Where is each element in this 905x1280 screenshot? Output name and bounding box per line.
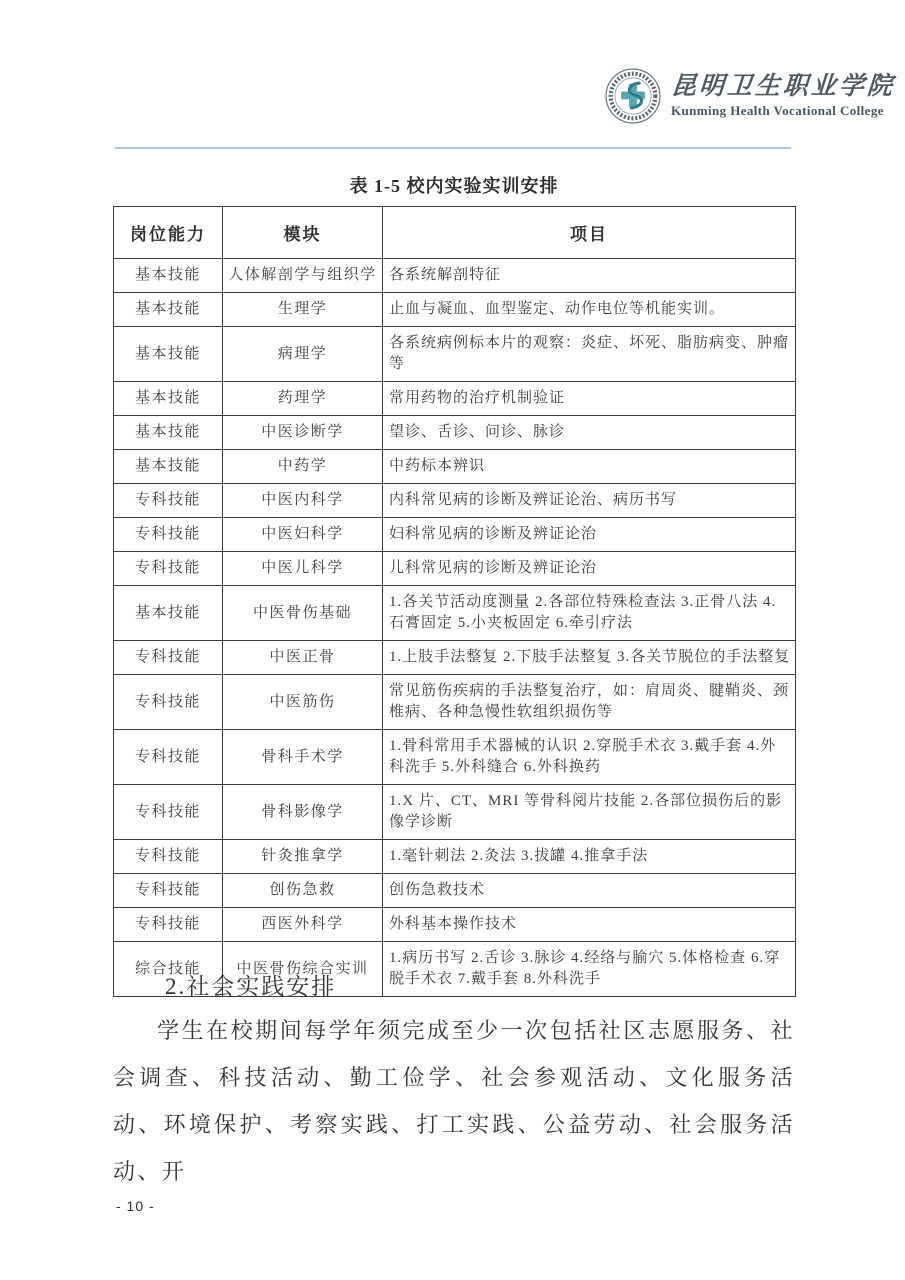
module-cell: 中医内科学 xyxy=(223,484,383,518)
ability-cell: 专科技能 xyxy=(114,675,223,730)
ability-cell: 专科技能 xyxy=(114,484,223,518)
project-cell: 止血与凝血、血型鉴定、动作电位等机能实训。 xyxy=(383,293,796,327)
project-cell: 1.毫针刺法 2.灸法 3.拔罐 4.推拿手法 xyxy=(383,840,796,874)
college-name-zh: 昆明卫生职业学院 xyxy=(670,73,896,100)
project-cell: 中药标本辨识 xyxy=(383,450,796,484)
table-row xyxy=(114,874,796,908)
project-cell: 1.骨科常用手术器械的认识 2.穿脱手术衣 3.戴手套 4.外科洗手 5.外科缝合 6.外科换药 xyxy=(383,730,796,785)
ability-cell: 基本技能 xyxy=(114,382,223,416)
module-cell: 骨科手术学 xyxy=(223,730,383,785)
column-header-module: 模块 xyxy=(223,207,383,259)
header-divider xyxy=(115,147,791,149)
ability-cell: 专科技能 xyxy=(114,730,223,785)
ability-cell: 专科技能 xyxy=(114,552,223,586)
project-cell: 1.病历书写 2.舌诊 3.脉诊 4.经络与腧穴 5.体格检查 6.穿脱手术衣 7.戴手套 8.外科洗手 xyxy=(383,942,796,997)
project-cell: 各系统病例标本片的观察：炎症、坏死、脂肪病变、肿瘤等 xyxy=(383,327,796,382)
project-cell: 常见筋伤疾病的手法整复治疗，如：肩周炎、腱鞘炎、颈椎病、各种急慢性软组织损伤等 xyxy=(383,675,796,730)
table-row xyxy=(114,259,796,293)
table-row xyxy=(114,586,796,641)
table-row xyxy=(114,484,796,518)
body-paragraph: 学生在校期间每学年须完成至少一次包括社区志愿服务、社会调查、科技活动、勤工俭学、社会参观活动、文化服务活动、环境保护、考察实践、打工实践、公益劳动、社会服务活动、开 xyxy=(113,1018,795,1184)
ability-cell: 专科技能 xyxy=(114,908,223,942)
module-cell: 药理学 xyxy=(223,382,383,416)
project-cell: 望诊、舌诊、问诊、脉诊 xyxy=(383,416,796,450)
project-cell: 创伤急救技术 xyxy=(383,874,796,908)
ability-cell: 专科技能 xyxy=(114,874,223,908)
module-cell: 中医骨伤基础 xyxy=(223,586,383,641)
training-arrangement-table xyxy=(113,206,796,997)
ability-cell: 专科技能 xyxy=(114,840,223,874)
project-cell: 1.各关节活动度测量 2.各部位特殊检查法 3.正骨八法 4.石膏固定 5.小夹板固定 6.牵引疗法 xyxy=(383,586,796,641)
table-row xyxy=(114,450,796,484)
table-row xyxy=(114,675,796,730)
module-cell: 中医儿科学 xyxy=(223,552,383,586)
social-practice-section xyxy=(113,968,795,1195)
college-name-en: Kunming Health Vocational College xyxy=(671,103,884,118)
college-seal-icon xyxy=(605,68,661,129)
table-row xyxy=(114,382,796,416)
project-cell: 儿科常见病的诊断及辨证论治 xyxy=(383,552,796,586)
ability-cell: 基本技能 xyxy=(114,586,223,641)
table-row xyxy=(114,785,796,840)
table-row xyxy=(114,327,796,382)
project-cell: 1.X 片、CT、MRI 等骨科阅片技能 2.各部位损伤后的影像学诊断 xyxy=(383,785,796,840)
table-row xyxy=(114,641,796,675)
table-row xyxy=(114,293,796,327)
table-row xyxy=(114,840,796,874)
ability-cell: 基本技能 xyxy=(114,416,223,450)
module-cell: 西医外科学 xyxy=(223,908,383,942)
column-header-project: 项目 xyxy=(383,207,796,259)
table-header-row xyxy=(114,207,796,259)
ability-cell: 基本技能 xyxy=(114,259,223,293)
ability-cell: 综合技能 xyxy=(114,942,223,997)
table-row xyxy=(114,416,796,450)
ability-cell: 基本技能 xyxy=(114,293,223,327)
ability-cell: 专科技能 xyxy=(114,785,223,840)
module-cell: 创伤急救 xyxy=(223,874,383,908)
section-heading: 2.社会实践安排 xyxy=(165,974,337,999)
ability-cell: 基本技能 xyxy=(114,327,223,382)
column-header-ability: 岗位能力 xyxy=(114,207,223,259)
module-cell: 人体解剖学与组织学 xyxy=(223,259,383,293)
module-cell: 中医筋伤 xyxy=(223,675,383,730)
page-number: - 10 - xyxy=(116,1198,155,1214)
project-cell: 妇科常见病的诊断及辨证论治 xyxy=(383,518,796,552)
ability-cell: 专科技能 xyxy=(114,518,223,552)
project-cell: 各系统解剖特征 xyxy=(383,259,796,293)
module-cell: 中医骨伤综合实训 xyxy=(223,942,383,997)
page-header xyxy=(605,68,895,129)
ability-cell: 基本技能 xyxy=(114,450,223,484)
module-cell: 病理学 xyxy=(223,327,383,382)
module-cell: 骨科影像学 xyxy=(223,785,383,840)
college-names xyxy=(671,68,895,118)
module-cell: 针灸推拿学 xyxy=(223,840,383,874)
ability-cell: 专科技能 xyxy=(114,641,223,675)
table-row xyxy=(114,730,796,785)
project-cell: 内科常见病的诊断及辨证论治、病历书写 xyxy=(383,484,796,518)
module-cell: 生理学 xyxy=(223,293,383,327)
module-cell: 中医妇科学 xyxy=(223,518,383,552)
project-cell: 常用药物的治疗机制验证 xyxy=(383,382,796,416)
module-cell: 中医诊断学 xyxy=(223,416,383,450)
table-row xyxy=(114,908,796,942)
table-row xyxy=(114,552,796,586)
module-cell: 中药学 xyxy=(223,450,383,484)
project-cell: 1.上肢手法整复 2.下肢手法整复 3.各关节脱位的手法整复 xyxy=(383,641,796,675)
table-row xyxy=(114,518,796,552)
module-cell: 中医正骨 xyxy=(223,641,383,675)
project-cell: 外科基本操作技术 xyxy=(383,908,796,942)
table-title: 表 1-5 校内实验实训安排 xyxy=(349,176,559,196)
